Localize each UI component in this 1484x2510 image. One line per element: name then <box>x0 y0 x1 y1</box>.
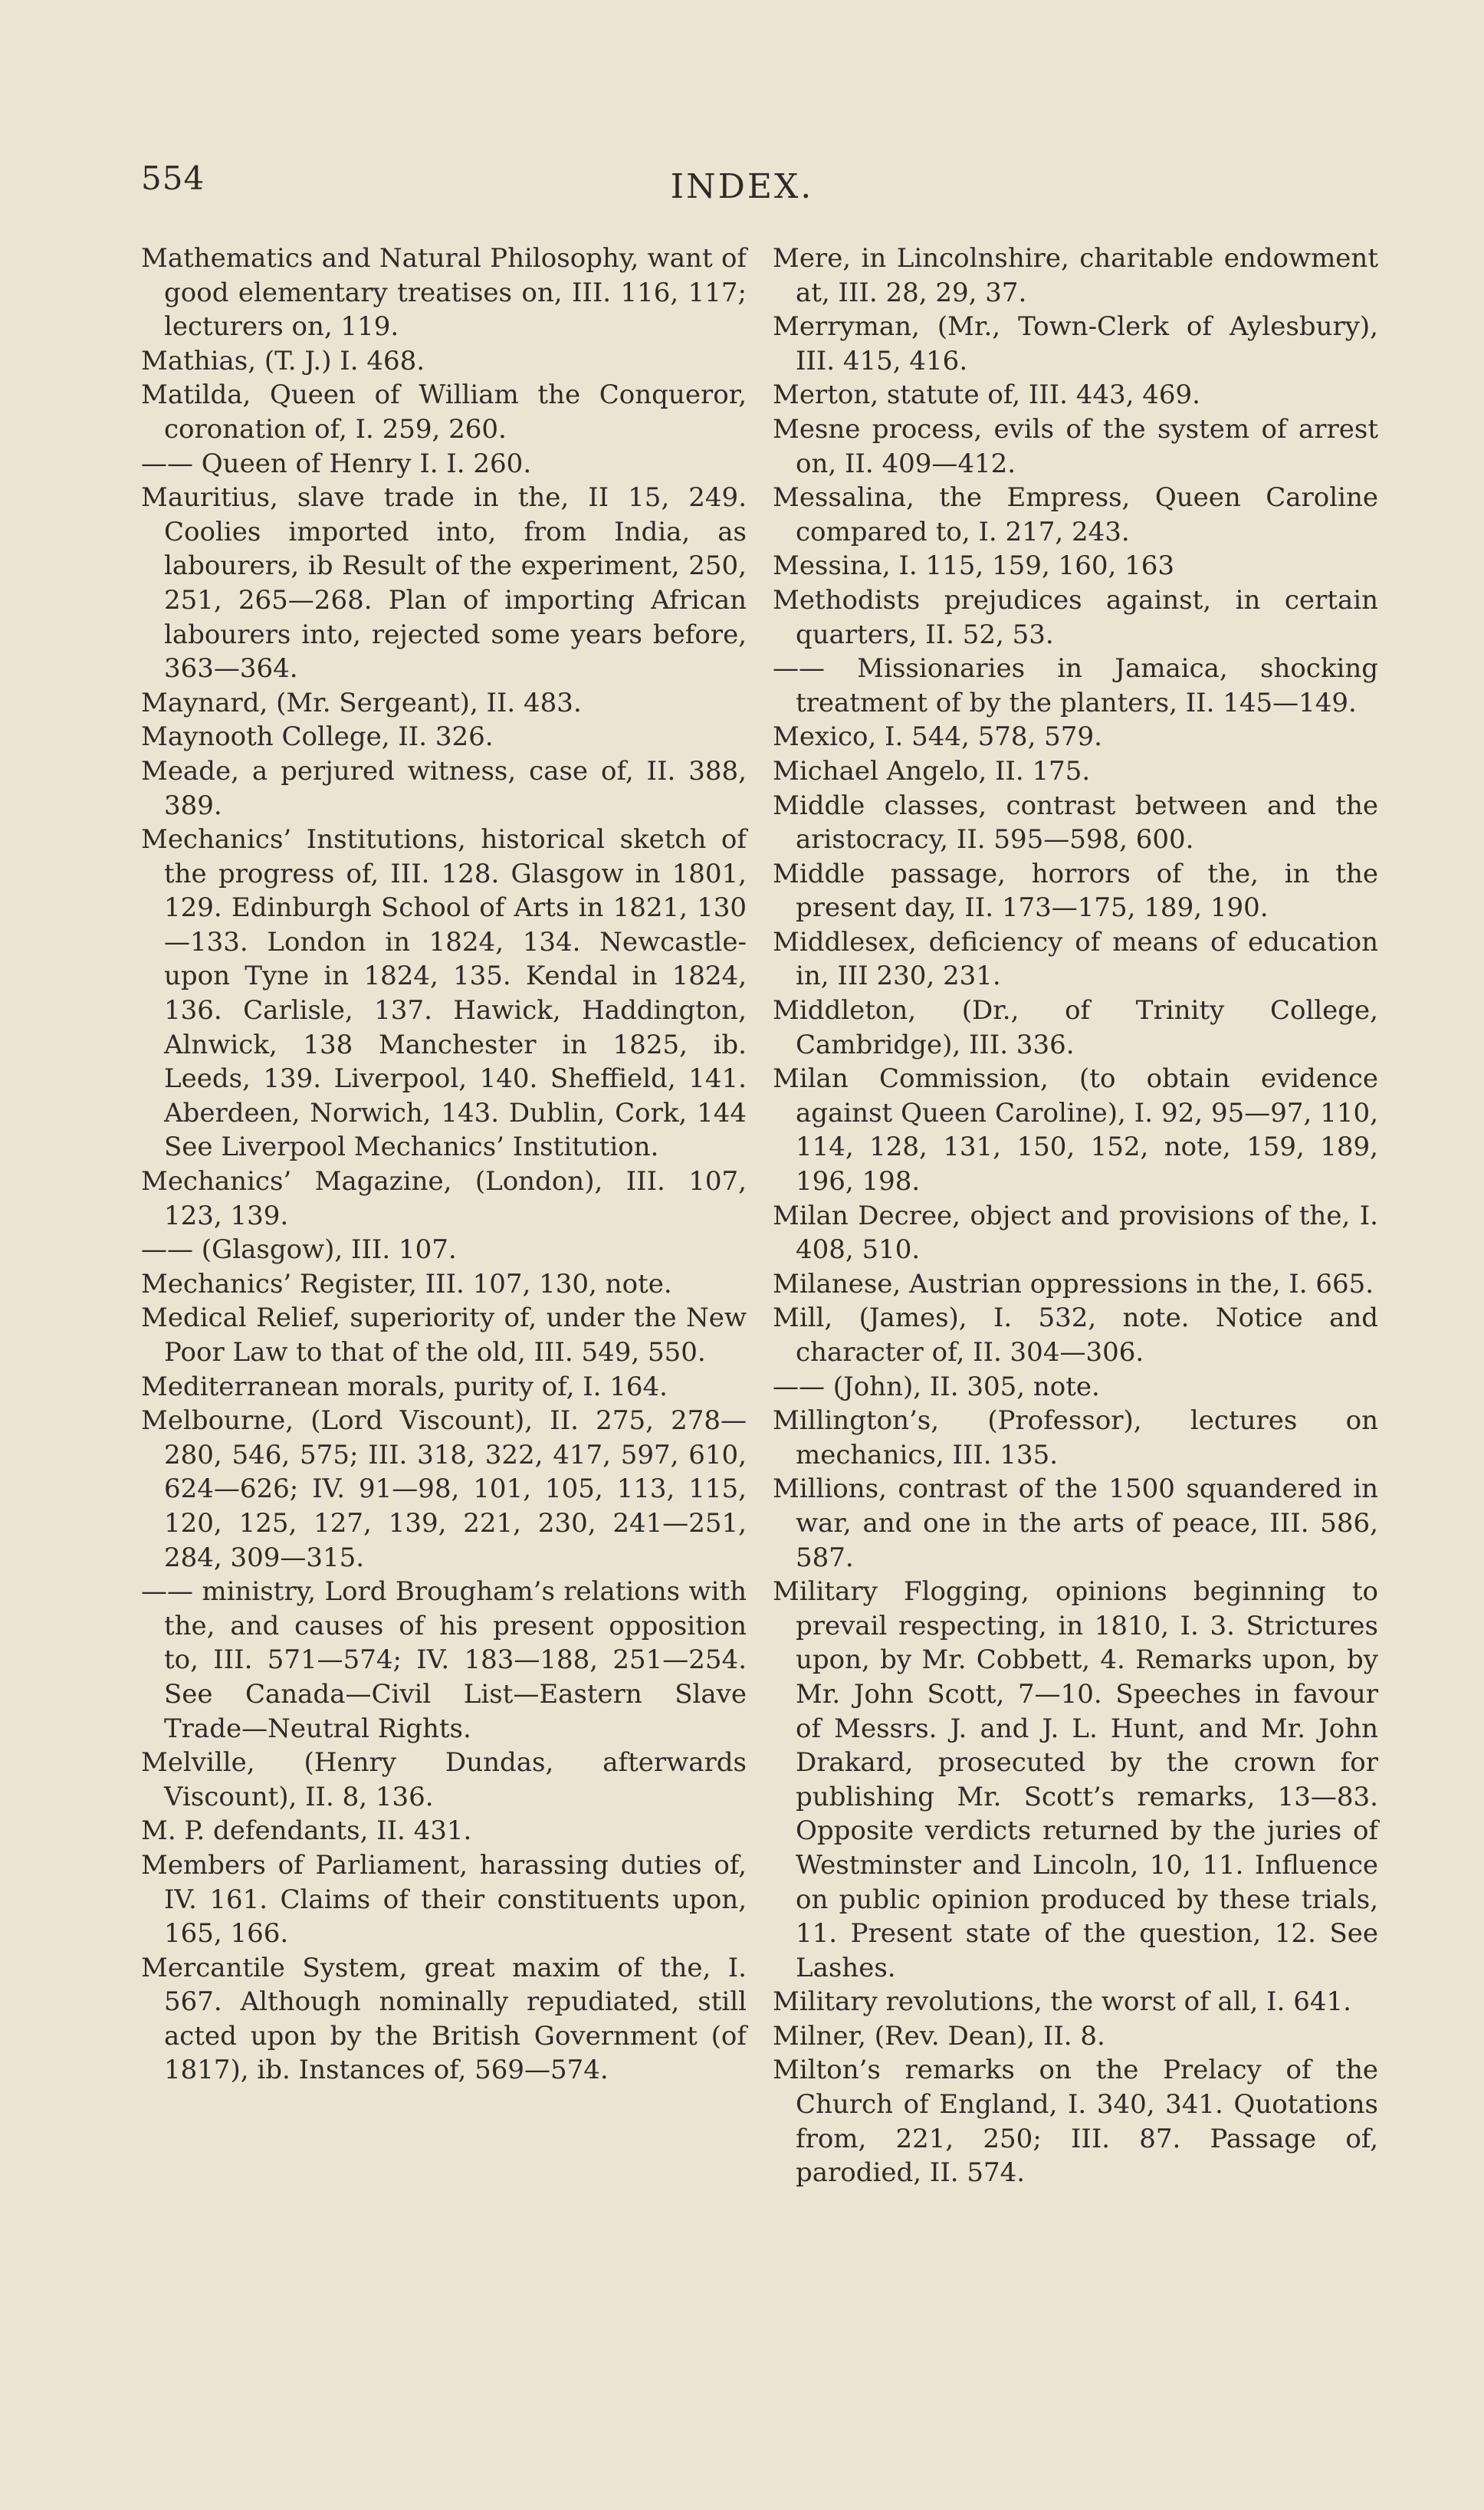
index-entry: —— Queen of Henry I. I. 260. <box>141 448 532 479</box>
index-entry: Melbourne, (Lord Viscount), II. 275, 278—280, 546, 575; III. 318, 322, 417, 597, 610, 624—626; IV. 91—98, 101, 105, 113, 115, 120, 125, 127, 139, 221, 230, 241—251, 284, 309—315. <box>141 1405 747 1573</box>
index-entry: Milan Decree, object and provisions of the, I. 408, 510. <box>773 1200 1378 1266</box>
index-entry: Middlesex, deficiency of means of education in, III 230, 231. <box>773 926 1378 992</box>
index-entry: Mexico, I. 544, 578, 579. <box>773 721 1102 753</box>
index-entry: —— (John), II. 305, note. <box>773 1371 1100 1402</box>
index-entry: Mere, in Lincolnshire, charitable endowment at, III. 28, 29, 37. <box>773 243 1378 308</box>
index-entry: Maynard, (Mr. Sergeant), II. 483. <box>141 687 582 718</box>
index-entry: Methodists prejudices against, in certain quarters, II. 52, 53. <box>773 584 1378 650</box>
index-entry: Michael Angelo, II. 175. <box>773 755 1091 787</box>
index-entry: Messalina, the Empress, Queen Caroline compared to, I. 217, 243. <box>773 482 1378 547</box>
index-entry: Milanese, Austrian oppressions in the, I. 665. <box>773 1268 1374 1299</box>
index-entry: Mediterranean morals, purity of, I. 164. <box>141 1371 668 1402</box>
index-entry: Mechanics’ Register, III. 107, 130, note. <box>141 1268 672 1299</box>
page-number: 554 <box>141 159 205 197</box>
index-entry: Military revolutions, the worst of all, I. 641. <box>773 1986 1351 2018</box>
index-entry: Messina, I. 115, 159, 160, 163 <box>773 550 1174 582</box>
index-entry: Mill, (James), I. 532, note. Notice and character of, II. 304—306. <box>773 1303 1378 1368</box>
index-entry: Mechanics’ Institutions, historical sketch of the progress of, III. 128. Glasgow in 1801, 129. Edinburgh School of Arts in 1821, 130—133. London in 1824, 134. Newcastle-upon Tyne in 1824, 135. Kendal in 1824, 136. Carlisle, 137. Hawick, Haddington, Alnwick, 138 Manchester in 1825, ib. Leeds, 139. Liverpool, 140. Sheffield, 141. Aberdeen, Norwich, 143. Dublin, Cork, 144 See Liverpool Mechanics’ Institution. <box>141 824 747 1163</box>
index-entry: Middleton, (Dr., of Trinity College, Cambridge), III. 336. <box>773 995 1378 1060</box>
index-column-right <box>773 241 1378 2190</box>
index-entry: M. P. defendants, II. 431. <box>141 1815 472 1847</box>
index-entry: Mauritius, slave trade in the, II 15, 249. Coolies imported into, from India, as labourers, ib Result of the experiment, 250, 251, 265—268. Plan of importing African labourers into, rejected some years before, 363—364. <box>141 482 747 685</box>
index-entry: Milner, (Rev. Dean), II. 8. <box>773 2020 1105 2052</box>
index-entry: Middle passage, horrors of the, in the present day, II. 173—175, 189, 190. <box>773 858 1378 924</box>
index-entry: Mesne process, evils of the system of arrest on, II. 409—412. <box>773 413 1378 479</box>
running-head: INDEX. <box>670 167 814 206</box>
index-entry: Mechanics’ Magazine, (London), III. 107, 123, 139. <box>141 1166 747 1231</box>
index-entry: Milan Commission, (to obtain evidence against Queen Caroline), I. 92, 95—97, 110, 114, 128, 131, 150, 152, note, 159, 189, 196, 198. <box>773 1063 1378 1198</box>
index-entry: Members of Parliament, harassing duties of, IV. 161. Claims of their constituents upon, 165, 166. <box>141 1849 747 1950</box>
index-entry: —— Missionaries in Jamaica, shocking treatment of by the planters, II. 145—149. <box>773 653 1378 718</box>
index-entry: Middle classes, contrast between and the aristocracy, II. 595—598, 600. <box>773 790 1378 856</box>
index-entry: Maynooth College, II. 326. <box>141 721 494 753</box>
index-entry: Millions, contrast of the 1500 squandered in war, and one in the arts of peace, III. 586, 587. <box>773 1473 1378 1573</box>
index-entry: —— (Glasgow), III. 107. <box>141 1234 457 1266</box>
index-entry: Mathematics and Natural Philosophy, want of good elementary treatises on, III. 116, 117; lecturers on, 119. <box>141 243 747 343</box>
index-entry: Merton, statute of, III. 443, 469. <box>773 379 1200 411</box>
index-entry: Mercantile System, great maxim of the, I. 567. Although nominally repudiated, still acted upon by the British Government (of 1817), ib. Instances of, 569—574. <box>141 1952 747 2086</box>
index-entry: Mathias, (T. J.) I. 468. <box>141 345 425 376</box>
index-entry: Medical Relief, superiority of, under the New Poor Law to that of the old, III. 549, 550. <box>141 1303 747 1368</box>
index-entry: Millington’s, (Professor), lectures on mechanics, III. 135. <box>773 1405 1378 1470</box>
index-entry: —— ministry, Lord Brougham’s relations with the, and causes of his present opposition to, III. 571—574; IV. 183—188, 251—254. See Canada—Civil List—Eastern Slave Trade—Neutral Rights. <box>141 1576 747 1744</box>
index-column-left <box>141 241 747 2088</box>
index-entry: Matilda, Queen of William the Conqueror, coronation of, I. 259, 260. <box>141 379 747 445</box>
index-entry: Meade, a perjured witness, case of, II. 388, 389. <box>141 755 747 821</box>
index-entry: Melville, (Henry Dundas, afterwards Viscount), II. 8, 136. <box>141 1747 747 1812</box>
index-entry: Military Flogging, opinions beginning to prevail respecting, in 1810, I. 3. Strictures upon, by Mr. Cobbett, 4. Remarks upon, by Mr. John Scott, 7—10. Speeches in favour of Messrs. J. and J. L. Hunt, and Mr. John Drakard, prosecuted by the crown for publishing Mr. Scott’s remarks, 13—83. Opposite verdicts returned by the juries of Westminster and Lincoln, 10, 11. Influence on public opinion produced by these trials, 11. Present state of the question, 12. See Lashes. <box>773 1576 1378 1983</box>
index-entry: Milton’s remarks on the Prelacy of the Church of England, I. 340, 341. Quotations from, 221, 250; III. 87. Passage of, parodied, II. 574. <box>773 2055 1378 2189</box>
index-entry: Merryman, (Mr., Town-Clerk of Aylesbury), III. 415, 416. <box>773 311 1378 376</box>
